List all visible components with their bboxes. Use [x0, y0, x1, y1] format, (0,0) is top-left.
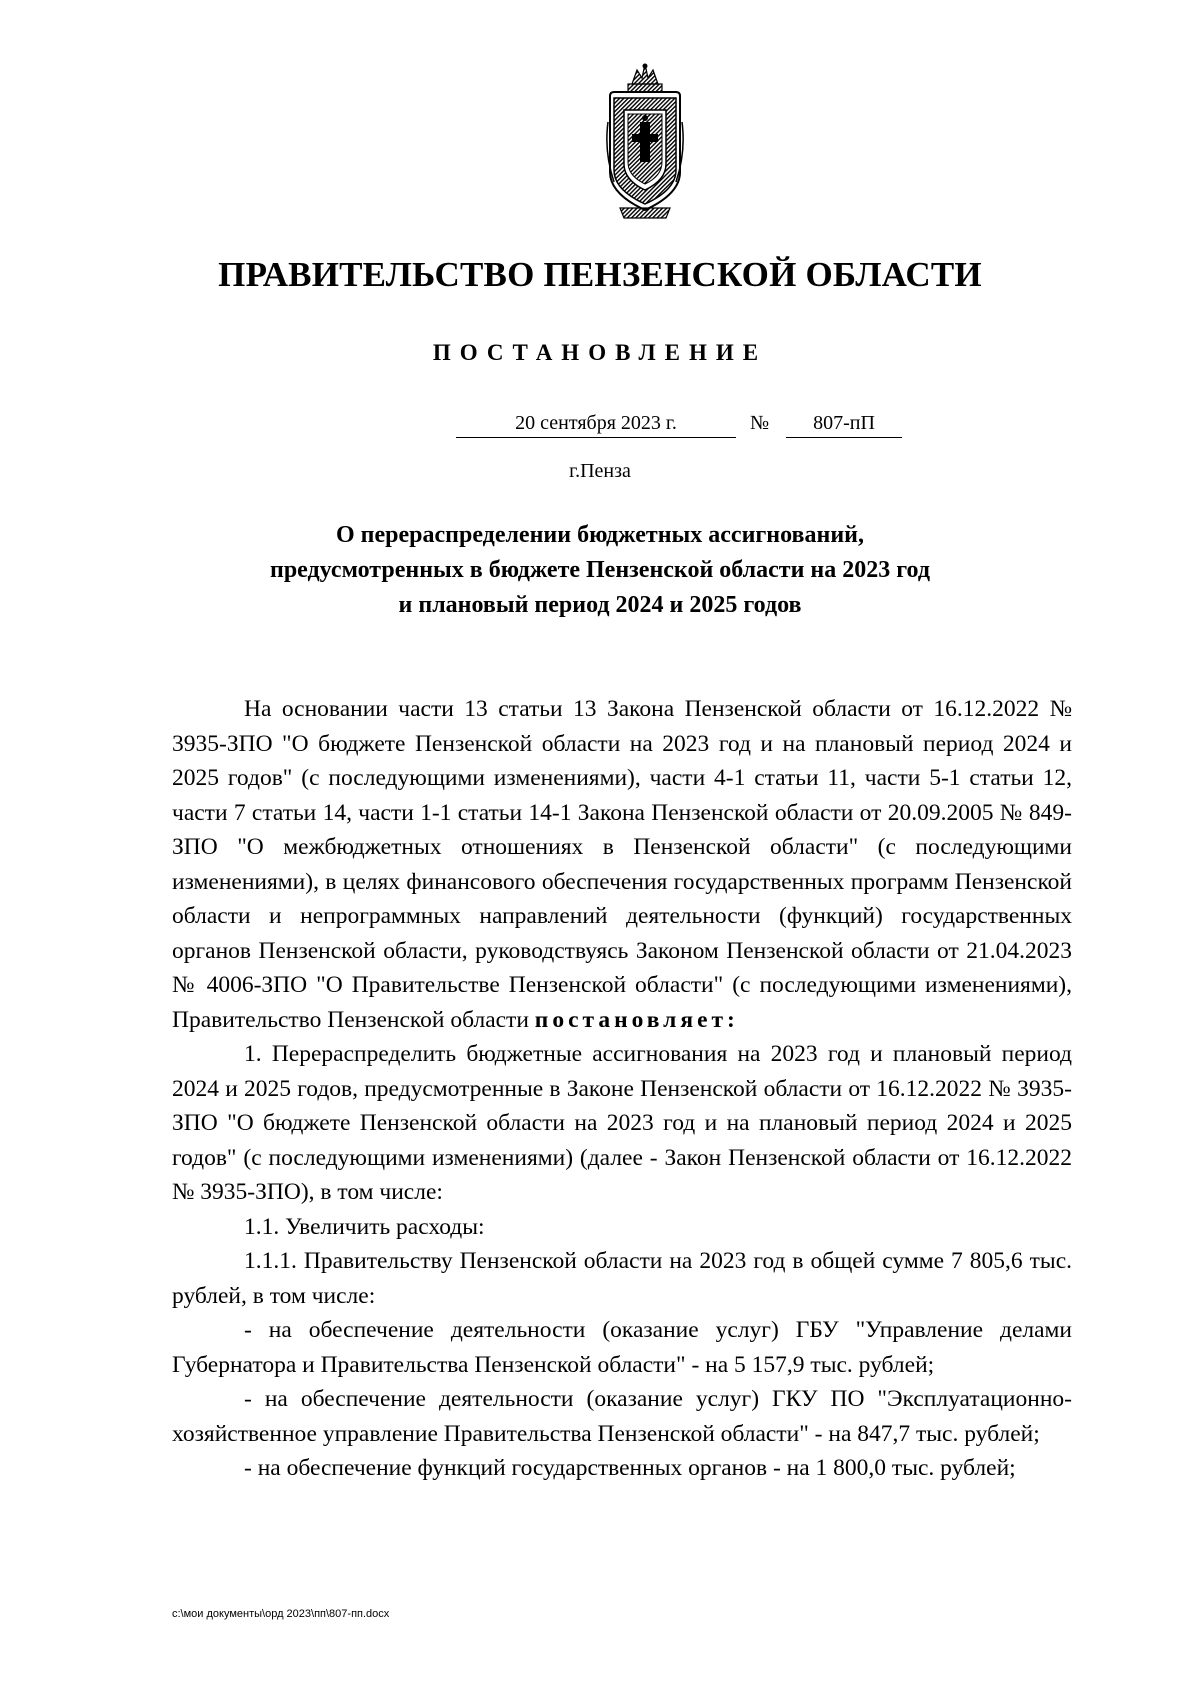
subject-line: предусмотренных в бюджете Пензенской области на 2023 год: [270, 557, 930, 583]
paragraph-1-1-1: 1.1.1. Правительству Пензенской области на 2023 год в общей сумме 7 805,6 тыс. рублей, в том числе:: [172, 1248, 1072, 1309]
paragraph-1: 1. Перераспределить бюджетные ассигнования на 2023 год и плановый период 2024 и 2025 годов, предусмотренные в Законе Пензенской области от 16.12.2022 № 3935-ЗПО "О бюджете Пензенской области на 2023 год и на плановый период 2024 и 2025 годов" (с последующими изменениями) (далее - Закон Пензенской области от 16.12.2022 № 3935-ЗПО), в том числе:: [172, 1041, 1072, 1205]
number-sign: №: [750, 412, 770, 434]
subject-line: и плановый период 2024 и 2025 годов: [398, 592, 802, 618]
date-number-line: [440, 412, 920, 442]
document-type: ПОСТАНОВЛЕНИЕ: [432, 340, 768, 365]
list-item: - на обеспечение функций государственных органов - на 1 800,0 тыс. рублей;: [244, 1455, 1016, 1481]
document-subject: [200, 518, 1000, 623]
document-number: 807-пП: [786, 412, 902, 438]
document-city: г.Пенза: [569, 460, 631, 482]
file-path-footer: c:\мои документы\орд 2023\пп\807-пп.docx: [172, 1608, 390, 1620]
preamble-paragraph: [172, 692, 1072, 1037]
penza-region-coat-of-arms-icon: [604, 62, 686, 222]
list-item: - на обеспечение деятельности (оказание услуг) ГБУ "Управление делами Губернатора и Правительства Пензенской области" - на 5 157,9 тыс. рублей;: [172, 1317, 1072, 1378]
document-date: 20 сентября 2023 г.: [456, 412, 736, 438]
document-body: [172, 692, 1072, 1486]
decree-word: постановляет:: [534, 1006, 739, 1033]
paragraph-1-1: 1.1. Увеличить расходы:: [244, 1213, 485, 1240]
government-title: ПРАВИТЕЛЬСТВО ПЕНЗЕНСКОЙ ОБЛАСТИ: [218, 255, 982, 294]
preamble-text: На основании части 13 статьи 13 Закона Пензенской области от 16.12.2022 № 3935-ЗПО "О бюджете Пензенской области на 2023 год и на плановый период 2024 и 2025 годов" (с последующими изменениями), части 4-1 статьи 11, части 5-1 статьи 12, части 7 статьи 14, части 1-1 статьи 14-1 Закона Пензенской области от 20.09.2005 № 849-ЗПО "О межбюджетных отношениях в Пензенской области" (с последующими изменениями), в целях финансового обеспечения государственных программ Пензенской области и непрограммных направлений деятельности (функций) государственных органов Пензенской области, руководствуясь Законом Пензенской области от 21.04.2023 № 4006-ЗПО "О Правительстве Пензенской области" (с последующими изменениями), Правительство Пензенской области: [172, 696, 1072, 1033]
list-item: - на обеспечение деятельности (оказание услуг) ГКУ ПО "Эксплуатационно-хозяйственное управление Правительства Пензенской области" - на 847,7 тыс. рублей;: [172, 1386, 1072, 1447]
subject-line: О перераспределении бюджетных ассигнований,: [336, 522, 864, 548]
